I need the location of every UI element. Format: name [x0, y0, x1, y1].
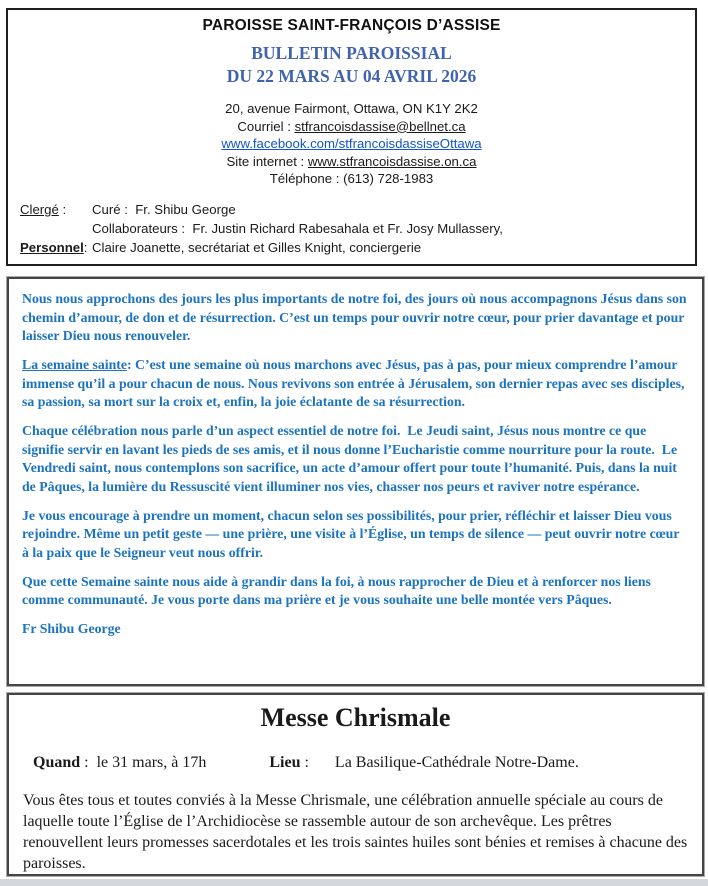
parish-name: PAROISSE SAINT-FRANÇOIS D’ASSISE	[202, 17, 501, 34]
email-line	[8, 118, 695, 136]
bulletin-title-line1: BULLETIN PAROISSIAL	[251, 43, 452, 63]
when-label: Quand	[33, 754, 81, 771]
page-edge	[0, 879, 708, 886]
header-section	[6, 8, 697, 266]
clergy-row-cure	[20, 201, 695, 220]
letter-paragraph-2: La semaine sainte: C’est une semaine où nous marchons avec Jésus, pas à pas, pour mieux comprendre l’amour immense qu’il a pour chacun de nous. Nous revivons son entrée à Jérusalem, son dernier repas avec ses disciples, sa passion, sa mort sur la croix et, enfin, la joie éclatante de sa résurrection.	[22, 357, 688, 409]
address-line: 20, avenue Fairmont, Ottawa, ON K1Y 2K2	[225, 101, 478, 116]
messe-title: Messe Chrismale	[260, 703, 451, 732]
letter-paragraph-1: Nous nous approchons des jours les plus importants de notre foi, des jours où nous accompagnons Jésus dans son chemin d’amour, de don et de résurrection. C’est un temps pour ouvrir notre cœur, pour prier davantage et pour laisser Dieu nous renouveler.	[22, 291, 691, 343]
where-value: La Basilique-Cathédrale Notre-Dame.	[334, 754, 579, 771]
facebook-link[interactable]: www.facebook.com/stfrancoisdassiseOttawa	[221, 136, 482, 152]
bulletin-title	[8, 42, 695, 88]
email-label: Courriel :	[237, 118, 295, 134]
collaborators-value: Collaborateurs : Fr. Justin Richard Rabesahala et Fr. Josy Mullassery,	[92, 220, 503, 236]
phone-line: Téléphone : (613) 728-1983	[269, 171, 434, 187]
messe-when-where-line: Quand : le 31 mars, à 17h Lieu : La Basilique-Cathédrale Notre-Dame.	[33, 754, 579, 771]
website-label: Site internet :	[226, 153, 308, 169]
messe-chrismale-section	[7, 693, 704, 876]
letter-signature: Fr Shibu George	[22, 621, 121, 636]
website-link[interactable]: www.stfrancoisdassise.on.ca	[307, 153, 477, 169]
clergy-row-collaborators	[20, 220, 695, 239]
cure-value: Curé : Fr. Shibu George	[92, 201, 236, 217]
personnel-label: Personnel:	[20, 239, 88, 255]
website-line	[8, 153, 695, 171]
email-link[interactable]: stfrancoisdassise@bellnet.ca	[294, 118, 466, 134]
pastor-letter-section	[7, 277, 704, 686]
letter-paragraph-4: Je vous encourage à prendre un moment, chacun selon ses possibilités, pour prier, réfléchir et laisser Dieu vous rejoindre. Même un petit geste — une prière, une visite à l’Église, un temps de silence — peut ouvrir notre cœur à la paix que le Seigneur veut nous offrir.	[22, 507, 683, 560]
messe-body: Vous êtes tous et toutes conviés à la Messe Chrismale, une célébration annuelle spéciale au cours de laquelle toute l’Église de l’Archidiocèse se rassemble autour de son archevêque. Les prêtres renouvellent leurs promesses sacerdotales et les trois saintes huiles sont bénies et remises à chacune des paroisses.	[23, 792, 692, 872]
semaine-sainte-heading: La semaine sainte	[22, 357, 128, 372]
bulletin-title-line2: DU 22 MARS AU 04 AVRIL 2026	[226, 66, 477, 86]
letter-paragraph-3: Chaque célébration nous parle d’un aspect essentiel de notre foi. Le Jeudi saint, Jésus nous montre ce que signifie servir en lavant les pieds de ses amis, et il nous donne l’Eucharistie comme nourriture pour la route. Le Vendredi saint, nous contemplons son sacrifice, un acte d’amour offert pour toute l’humanité. Puis, dans la nuit de Pâques, la lumière du Ressuscité vient illuminer nos vies, chasser nos peurs et raviver notre espérance.	[22, 423, 681, 494]
when-value: le 31 mars, à 17h	[96, 754, 207, 771]
facebook-line	[8, 135, 695, 153]
clergy-row-personnel	[20, 239, 695, 258]
clergy-block	[8, 201, 695, 257]
letter-paragraph-5: Que cette Semaine sainte nous aide à grandir dans la foi, à nous rapprocher de Dieu et à renforcer nos liens comme communauté. Je vous porte dans ma prière et je vous souhaite une belle montée vers Pâques.	[22, 573, 655, 607]
contact-block	[8, 100, 695, 188]
clergy-label: Clergé :	[20, 201, 67, 217]
personnel-value: Claire Joanette, secrétariat et Gilles Knight, conciergerie	[92, 239, 422, 255]
where-label: Lieu	[269, 754, 301, 771]
